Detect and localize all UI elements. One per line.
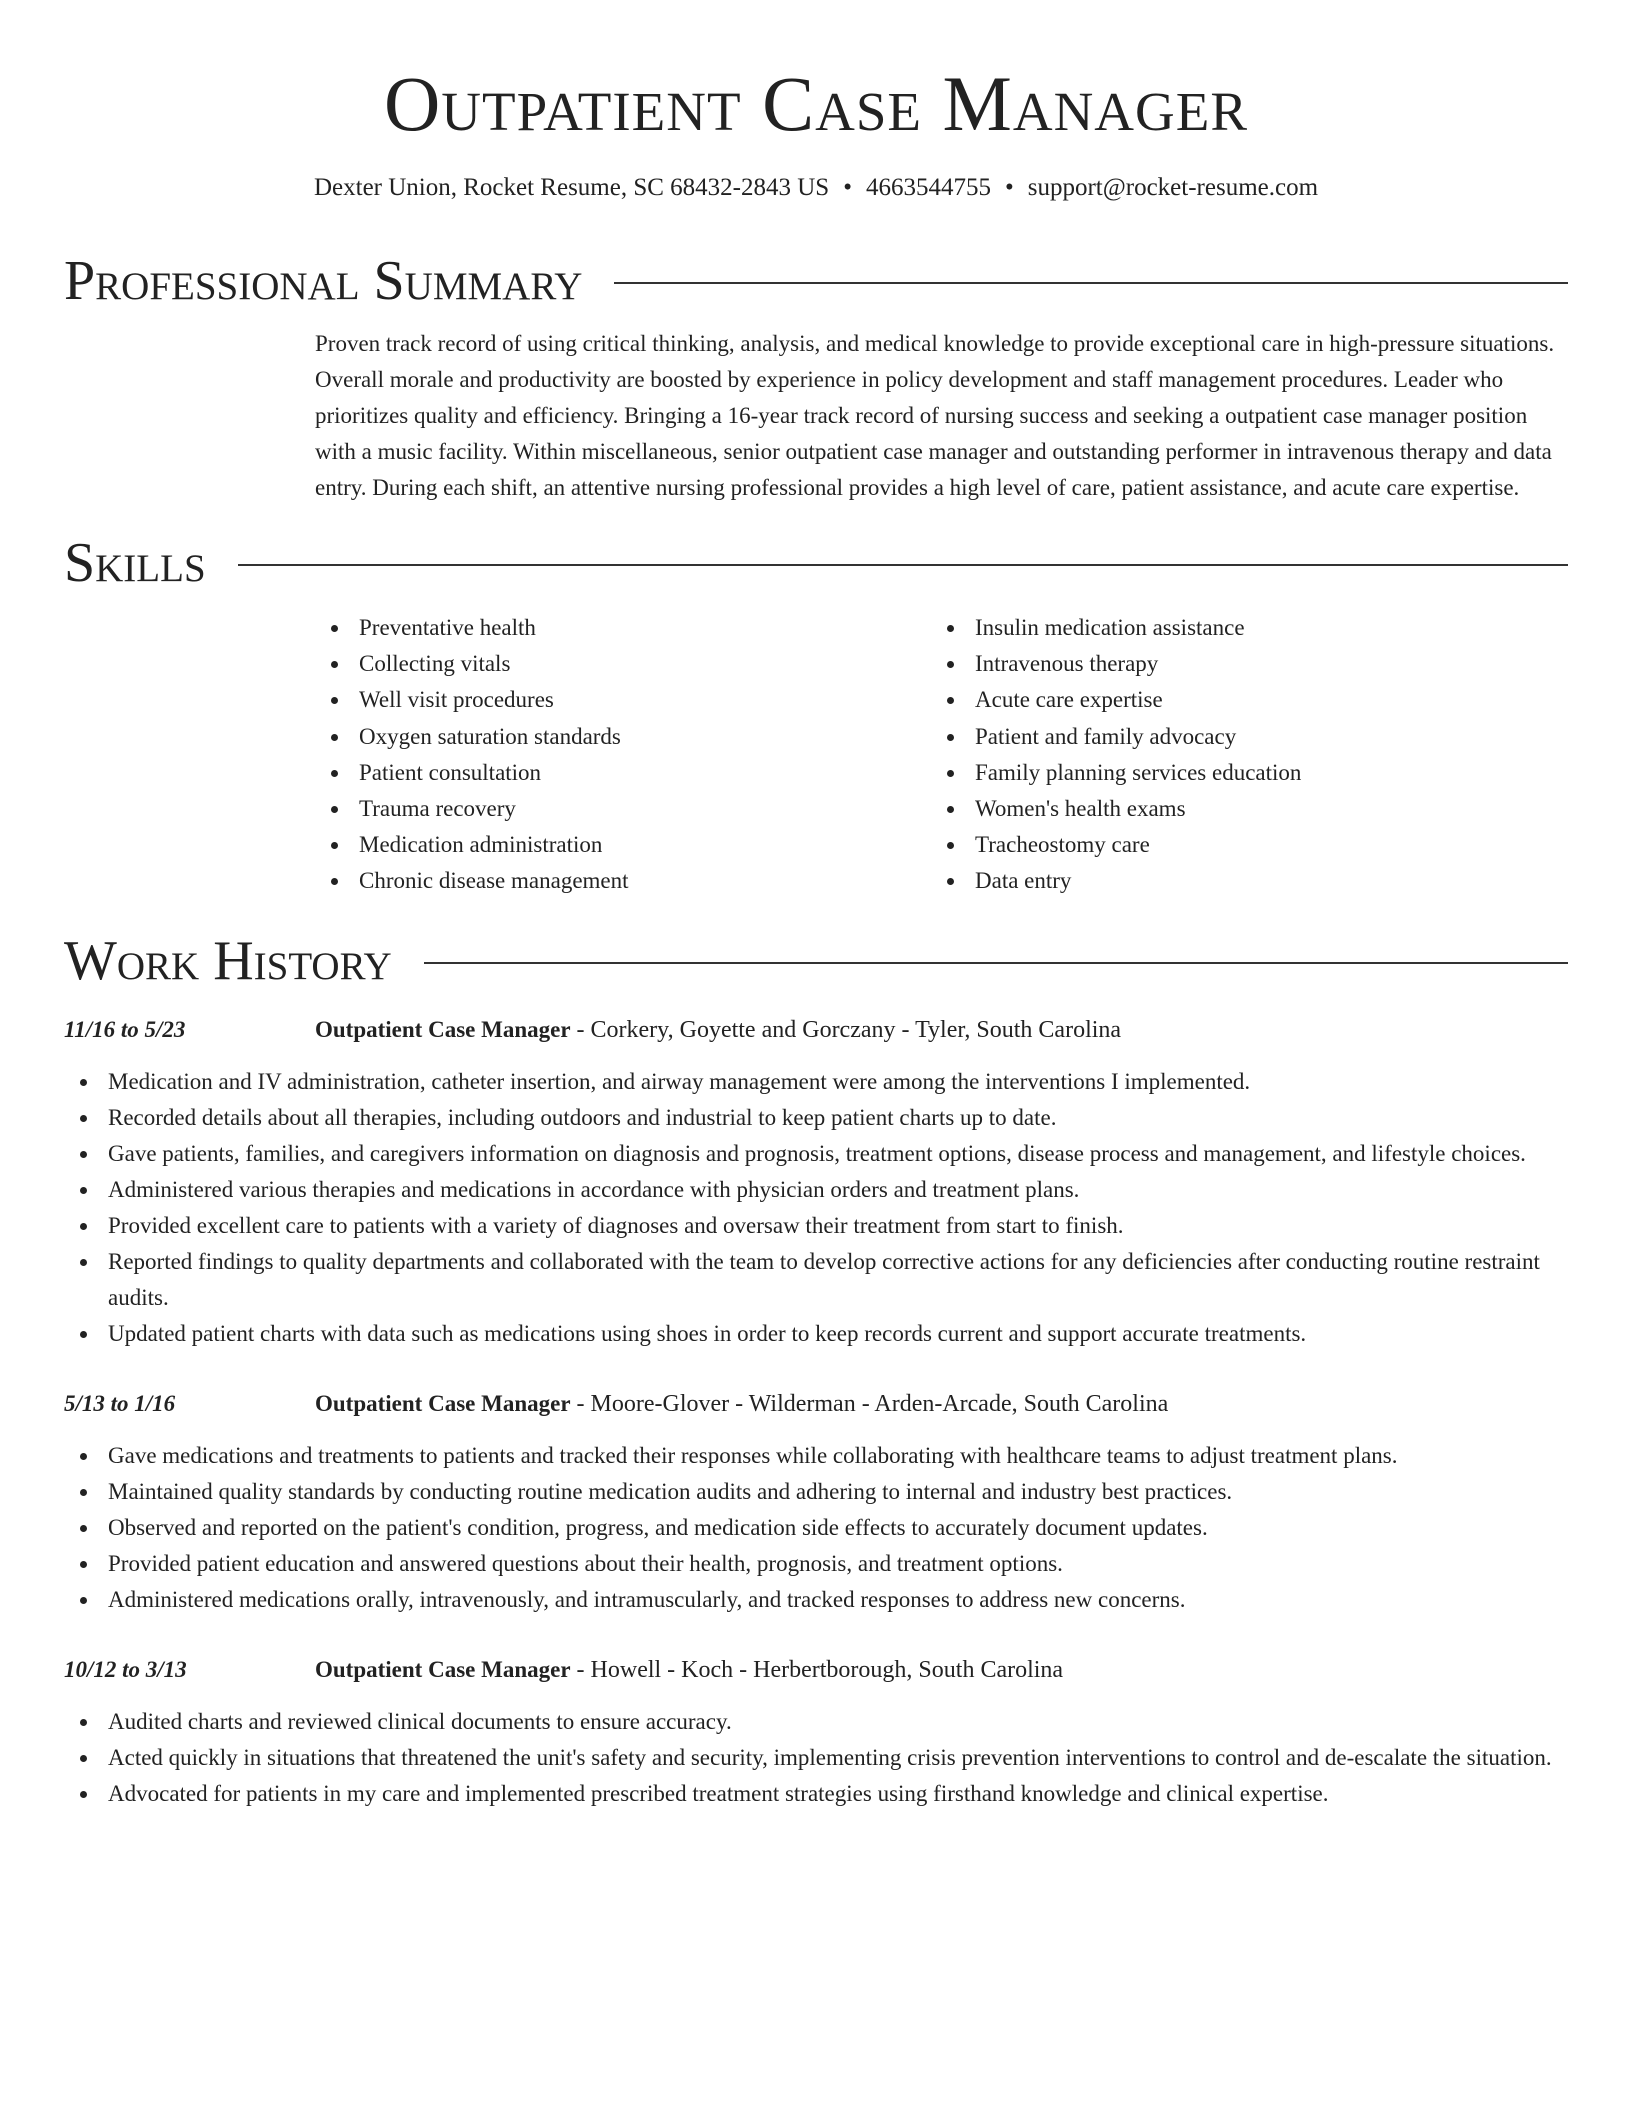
contact-address: Dexter Union, Rocket Resume, SC 68432-2843 US — [313, 174, 830, 201]
job-bullets — [64, 1438, 1568, 1618]
skill-item: Data entry — [931, 863, 1547, 899]
job-dates: 11/16 to 5/23 — [64, 1016, 186, 1042]
job-bullet: Reported findings to quality departments and collaborated with the team to develop corrective actions for any deficiencies after conducting routine restraint audits. — [64, 1244, 1568, 1316]
skill-item: Acute care expertise — [931, 682, 1547, 718]
job-bullet: Audited charts and reviewed clinical documents to ensure accuracy. — [64, 1704, 1568, 1740]
skill-item: Chronic disease management — [315, 863, 931, 899]
skills-list — [315, 610, 1568, 900]
work-section-title: Work History — [64, 929, 392, 992]
job-entry — [64, 1652, 1568, 1812]
skills-column-left — [315, 610, 931, 900]
job-bullet: Acted quickly in situations that threatened the unit's safety and security, implementing crisis prevention interventions to control and de-escalate the situation. — [64, 1740, 1568, 1776]
skills-section-title: Skills — [64, 532, 206, 594]
work-section-header — [64, 930, 1568, 992]
job-bullet: Medication and IV administration, catheter insertion, and airway management were among the interventions I implemented. — [64, 1064, 1568, 1100]
skill-item: Trauma recovery — [315, 791, 931, 827]
skill-item: Family planning services education — [931, 755, 1547, 791]
skill-item: Medication administration — [315, 827, 931, 863]
contact-email: support@rocket-resume.com — [1027, 174, 1319, 201]
summary-text: Proven track record of using critical thinking, analysis, and medical knowledge to provide exceptional care in high-pressure situations. Overall morale and productivity are boosted by experience in policy development and staff management procedures. Leader who prioritizes quality and efficiency. Bringing a 16-year track record of nursing success and seeking a outpatient case manager position with a music facility. Within miscellaneous, senior outpatient case manager and outstanding performer in intravenous therapy and data entry. During each shift, an attentive nursing professional provides a high level of care, patient assistance, and acute care expertise. — [315, 331, 1555, 500]
job-bullet: Provided patient education and answered questions about their health, prognosis, and treatment options. — [64, 1546, 1568, 1582]
skill-item: Preventative health — [315, 610, 931, 646]
job-dates: 5/13 to 1/16 — [64, 1390, 176, 1416]
job-bullet: Provided excellent care to patients with a variety of diagnoses and oversaw their treatment from start to finish. — [64, 1208, 1568, 1244]
skill-item: Patient and family advocacy — [931, 719, 1547, 755]
section-divider — [424, 962, 1568, 964]
contact-line — [64, 172, 1568, 204]
skill-item: Intravenous therapy — [931, 646, 1547, 682]
job-bullets — [64, 1704, 1568, 1812]
resume-page — [64, 0, 1568, 1812]
job-role: Outpatient Case Manager — [315, 1016, 571, 1042]
skill-item: Well visit procedures — [315, 682, 931, 718]
skill-item: Collecting vitals — [315, 646, 931, 682]
job-bullet: Gave patients, families, and caregivers information on diagnosis and prognosis, treatment options, disease process and management, and lifestyle choices. — [64, 1136, 1568, 1172]
job-bullet: Recorded details about all therapies, including outdoors and industrial to keep patient charts up to date. — [64, 1100, 1568, 1136]
job-bullet: Updated patient charts with data such as medications using shoes in order to keep records current and support accurate treatments. — [64, 1316, 1568, 1352]
job-employer: - Moore-Glover - Wilderman - Arden-Arcade, South Carolina — [570, 1390, 1169, 1417]
job-entry — [64, 1386, 1568, 1618]
skills-column-right — [931, 610, 1547, 900]
job-bullet: Gave medications and treatments to patients and tracked their responses while collaborating with healthcare teams to adjust treatment plans. — [64, 1438, 1568, 1474]
job-heading — [315, 1652, 1568, 1688]
job-bullet: Administered various therapies and medications in accordance with physician orders and treatment plans. — [64, 1172, 1568, 1208]
contact-separator: • — [1004, 174, 1014, 201]
contact-separator: • — [843, 174, 852, 201]
job-role: Outpatient Case Manager — [315, 1390, 571, 1416]
job-heading — [315, 1386, 1568, 1422]
skill-item: Patient consultation — [315, 755, 931, 791]
summary-section-title: Professional Summary — [64, 250, 583, 312]
job-bullet: Maintained quality standards by conducting routine medication audits and adhering to internal and industry best practices. — [64, 1474, 1568, 1510]
job-bullet: Administered medications orally, intravenously, and intramuscularly, and tracked responses to address new concerns. — [64, 1582, 1568, 1618]
job-dates: 10/12 to 3/13 — [64, 1656, 187, 1682]
skill-item: Insulin medication assistance — [931, 610, 1547, 646]
section-divider — [614, 282, 1568, 284]
summary-section-header — [64, 250, 1568, 312]
skill-item: Oxygen saturation standards — [315, 719, 931, 755]
job-bullets — [64, 1064, 1568, 1352]
skill-item: Tracheostomy care — [931, 827, 1547, 863]
contact-phone: 4663544755 — [865, 174, 991, 201]
job-heading — [315, 1012, 1568, 1048]
resume-name: Outpatient Case Manager — [383, 60, 1249, 147]
section-divider — [238, 564, 1568, 566]
job-employer: - Corkery, Goyette and Gorczany - Tyler, South Carolina — [570, 1016, 1122, 1043]
job-entry — [64, 1012, 1568, 1352]
job-bullet: Advocated for patients in my care and implemented prescribed treatment strategies using firsthand knowledge and clinical expertise. — [64, 1776, 1568, 1812]
job-role: Outpatient Case Manager — [315, 1656, 571, 1682]
skill-item: Women's health exams — [931, 791, 1547, 827]
job-bullet: Observed and reported on the patient's condition, progress, and medication side effects to accurately document updates. — [64, 1510, 1568, 1546]
job-employer: - Howell - Koch - Herbertborough, South Carolina — [570, 1656, 1064, 1683]
skills-section-header — [64, 532, 1568, 594]
